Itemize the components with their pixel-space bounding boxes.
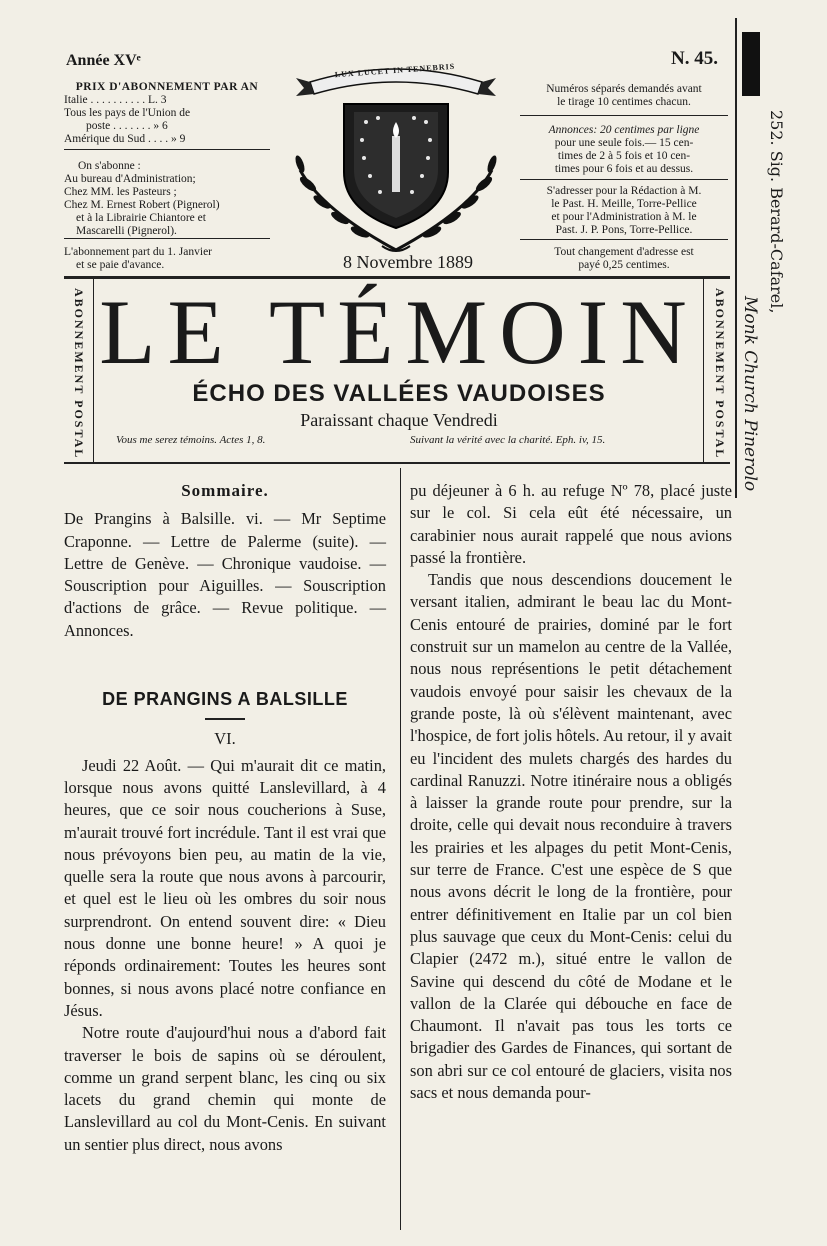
place-line: Mascarelli (Pignerol).: [76, 225, 177, 237]
right-column: [410, 480, 732, 1104]
newspaper-title: LE TÉMOIN: [99, 281, 699, 383]
subscription-prices: [64, 81, 270, 146]
newspaper-subtitle: ÉCHO DES VALLÉES VAUDOISES: [192, 380, 606, 407]
price-line: Italie . . . . . . . . . . L. 3: [64, 94, 167, 106]
ads-line: pour une seule fois.— 15 cen-: [554, 137, 694, 149]
divider: [520, 179, 728, 180]
prices-title: PRIX D'ABONNEMENT PAR AN: [75, 81, 259, 93]
price-line: poste . . . . . . . » 6: [86, 120, 168, 132]
price-line: Amérique du Sud . . . . » 9: [64, 133, 186, 145]
contact-line: le Past. H. Meille, Torre-Pellice: [551, 198, 697, 210]
address-stamp: 252. Sig. Berard-Cafarel,: [767, 110, 786, 314]
margin-edge: [735, 18, 737, 498]
ads-line: times de 2 à 5 fois et 10 cen-: [557, 150, 691, 162]
subscription-places: [64, 160, 274, 238]
place-line: Chez M. Ernest Robert (Pignerol): [64, 199, 220, 211]
handwritten-note: Monk Church Pinerolo: [740, 296, 760, 492]
side-rule: [703, 279, 704, 462]
contact-line: et pour l'Administration à M. le: [551, 211, 697, 223]
contact-line: S'adresser pour la Rédaction à M.: [546, 185, 702, 197]
column-divider: [400, 468, 401, 1230]
article-paragraph: Jeudi 22 Août. — Qui m'aurait dit ce matin, lorsque nous avons quitté Lanslevillard, à 4 heures, que ce soir nous coucherions à Suse, m'aurait trouvé fort incrédule. Tant il est vrai que nous prévoyons bien peu, au matin de la vie, quelle sera la route que nous avons à parcourir, et quel est le lieu où les ombres du soir nous surprendront. On entend souvent dire: « Dieu nous donne une bonne heure! » A quoi je réponds ordinairement: Toutes les heures sont bonnes, si nous avons placé notre confiance en Jésus.: [64, 755, 386, 1020]
left-column: [64, 480, 386, 1156]
article-title: DE PRANGINS A BALSILLE: [102, 689, 348, 710]
issues-line: Numéros séparés demandés avant: [546, 83, 702, 95]
summary-title: Sommaire.: [181, 481, 269, 500]
contact-line: Past. J. P. Pons, Torre-Pellice.: [555, 224, 693, 236]
masthead-bottom-rule: [64, 462, 730, 464]
motto-right: Suivant la vérité avec la charité. Eph. iv, 15.: [410, 434, 606, 446]
article-paragraph: Tandis que nous descendions doucement le versant italien, admirant le beau lac du Mont-Cenis entouré de prairies, dominé par le fort construit sur un mamelon au centre de la Vallée, nous nous représentions le petit détachement vaudois envoyé pour saisir les chevaux de la grande poste, là où s'élèvent maintenant, avec l'hospice, de fort jolis hôtels. Au retour, il y avait eu l'incident des mulets chargés des hardes du cardinal Ranuzzi. Notre itinéraire nous a obligés à laisser la grande route pour prendre, sur la droite, celle qui devait nous reconduire à travers les prairies et les alpages du petit Mont-Cenis, sur terre de France. C'est une espèce de S que nous avons décrit le long de la frontière, pour entrer définitivement en Italie par un col bien plus sauvage que ceux du Mont-Cenis: celui du Clapier (2472 m.), situé entre le vallon de Savine qui descend du côté de Modane et le vallon de la Clarée qui débouche en face de Chaumont. Il n'avait pas tous les torts ce brigadier des Gardes de Finances, qui sortant de son abri sur ce col entouré de glaciers, visita nos sacs et nous demanda pour-: [410, 570, 732, 1103]
postal-label-right: ABONNEMENT POSTAL: [713, 288, 727, 460]
contact-info: [518, 185, 730, 237]
place-line: et à la Librairie Chiantore et: [76, 212, 206, 224]
issue-number: N. 45.: [671, 48, 718, 69]
price-line: Tous les pays de l'Union de: [64, 107, 191, 119]
emblem-banner: LUX LUCET IN TENEBRIS: [334, 61, 456, 80]
places-title: On s'abonne :: [78, 160, 141, 172]
divider: [520, 239, 728, 240]
change-line: payé 0,25 centimes.: [578, 259, 670, 271]
postal-label-left: ABONNEMENT POSTAL: [72, 288, 86, 460]
note-line: et se paie d'avance.: [76, 259, 165, 271]
issue-year: Année XVᵉ: [66, 52, 141, 69]
note-line: L'abonnement part du 1. Janvier: [64, 246, 213, 258]
divider: [64, 238, 270, 239]
change-line: Tout changement d'adresse est: [554, 246, 694, 258]
article-paragraph: pu déjeuner à 6 h. au refuge Nº 78, placé juste sur le col. Si cela eût été nécessaire, un carabinier nous aurait rappelé que nous avions passé la frontière.: [410, 481, 732, 567]
place-line: Chez MM. les Pasteurs ;: [64, 186, 177, 198]
title-ornament: [205, 718, 245, 720]
advertising-rates: [518, 124, 730, 176]
lamp-emblem-icon: [282, 60, 510, 260]
divider: [64, 149, 270, 150]
issues-line: le tirage 10 centimes chacun.: [557, 96, 691, 108]
single-issues: [518, 83, 730, 109]
summary-text: De Prangins à Balsille. vi. — Mr Septime Craponne. — Lettre de Palerme (suite). — Lettre de Genève. — Chronique vaudoise. — Souscription pour Aiguilles. — Souscription d'actions de grâce. — Revue politique. — Annonces.: [64, 509, 386, 640]
side-rule: [93, 279, 94, 462]
article-paragraph: Notre route d'aujourd'hui nous a d'abord fait traverser le bois de sapins où se déroulent, comme un grand serpent blanc, les cinq ou six lacets du grand chemin qui monte de Lanslevillard au col du Mont-Cenis. En suivant un sentier plus direct, nous avons: [64, 1023, 386, 1154]
place-line: Au bureau d'Administration;: [64, 173, 196, 185]
address-change: [518, 246, 730, 272]
section-number: VI.: [214, 729, 236, 749]
publication-frequency: Paraissant chaque Vendredi: [300, 410, 498, 430]
black-tab: [742, 32, 760, 96]
emblem: [282, 60, 510, 260]
ads-line: Annonces: 20 centimes par ligne: [548, 124, 700, 136]
subscription-note: [64, 246, 274, 272]
masthead-top-rule: [64, 276, 730, 279]
divider: [520, 115, 728, 116]
issue-date: 8 Novembre 1889: [343, 252, 473, 272]
ads-line: times pour 6 fois et au dessus.: [554, 163, 694, 175]
motto-left: Vous me serez témoins. Actes 1, 8.: [116, 434, 266, 446]
